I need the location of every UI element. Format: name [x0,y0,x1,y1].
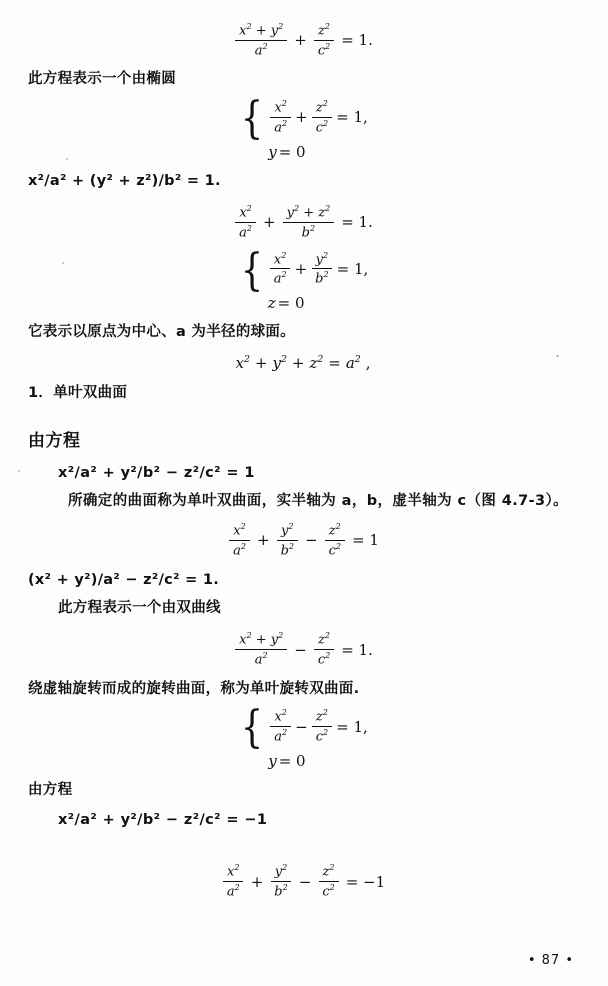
scan-speck [18,470,20,472]
fraction-x2y2-over-a2: $\frac{x^2 + y^2}{a^2}$ [235,22,287,59]
equation-system-1 [28,92,580,161]
scan-speck [62,262,64,264]
paragraph-4: 它表示以原点为中心、a 为半径的球面。 [28,324,296,341]
scan-speck [66,158,68,160]
system-line-2: y = 0 [268,142,306,161]
page-number: • 87 • [527,953,574,968]
equation-4-7-4: $\frac{x^2}{a^2}$ + $\frac{y^2}{b^2}$ − $\frac{z^2}{c^2}$ = 1 [28,520,580,558]
system-line-1: $\frac{x^2}{a^2}$ + $\frac{y^2}{b^2}$ = 1, [268,251,371,288]
system-line-2: y = 0 [268,752,306,771]
system-line-1: $\frac{x^2}{a^2}$ − $\frac{z^2}{c^2}$ = 1, [268,708,370,745]
definition-text: 所确定的曲面称为单叶双曲面，实半轴为 a，b，虚半轴为 c（图 4.7-3）。 [68,493,569,510]
system-line-2: z = 0 [267,294,305,313]
scan-speck [556,355,559,357]
left-brace: { [241,702,264,754]
page-content [28,10,580,910]
fraction-z2-over-c2: $\frac{z^2}{c^2}$ [314,22,334,59]
equation-4-7-5: $\frac{x^2}{a^2}$ + $\frac{y^2}{b^2}$ − $\frac{z^2}{c^2}$ = −1 [28,862,580,900]
equation-system-2 [28,244,580,313]
paragraph-9: 由方程 [28,782,73,799]
equation-4: $\frac{x^2 + y^2}{a^2}$ − $\frac{z^2}{c^2}$ = 1. [28,630,580,668]
equation-system-3 [28,702,580,771]
left-brace: { [241,92,264,144]
paragraph-2: x²/a² + (y² + z²)/b² = 1. [28,172,221,189]
subheading-1: x²/a² + y²/b² − z²/c² = 1 [58,465,255,482]
left-brace: { [240,244,263,296]
definition-5 [58,836,580,852]
equation-top: $\frac{x^2 + y^2}{a^2}$ + $\frac{z^2}{c^2}$ = 1. [28,20,580,58]
paragraph-1: 此方程表示一个由椭圆 [28,71,176,88]
subheading-2: x²/a² + y²/b² − z²/c² = −1 [58,811,268,828]
paragraph-5: 1．单叶双曲面 [28,384,128,401]
paragraph-8: 绕虚轴旋转而成的旋转曲面，称为单叶旋转双曲面. [28,681,360,697]
paragraph-6: (x² + y²)/a² − z²/c² = 1. [28,571,220,588]
equation-2: $\frac{x^2}{a^2}$ + $\frac{y^2 + z^2}{b^2}$ = 1. [28,202,580,240]
system-line-1: $\frac{x^2}{a^2}$ + $\frac{z^2}{c^2}$ = 1, [268,99,370,136]
section-heading: 由方程 [28,431,81,452]
equation-sphere: $x^2$ + $y^2$ + $z^2$ = $a^2$ , [235,353,371,372]
paragraph-7: 此方程表示一个由双曲线 [58,600,221,617]
definition-4 [58,489,580,510]
